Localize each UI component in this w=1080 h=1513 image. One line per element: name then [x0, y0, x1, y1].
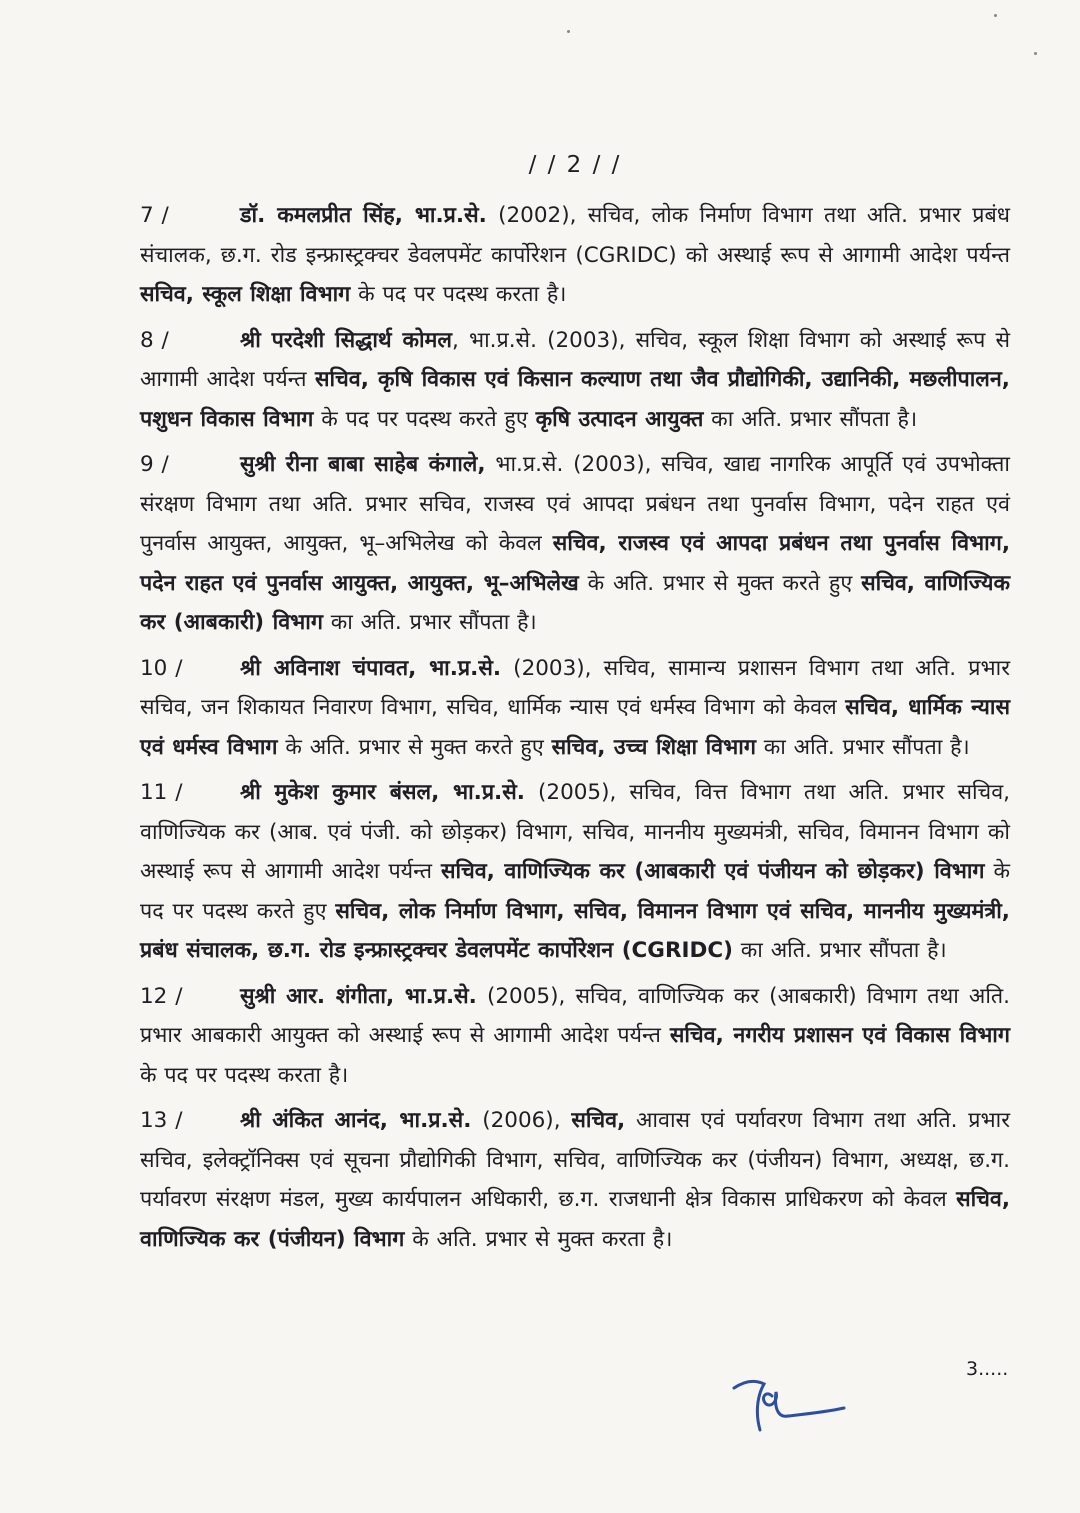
paragraph-number: 8 / — [140, 327, 169, 353]
bold-text: डॉ. कमलप्रीत सिंह, भा.प्र.से. — [240, 203, 487, 228]
body-text: , भा.प्र.से. (2003), सचिव, स्कूल शिक्षा विभाग को अस्थाई रूप से आगामी आदेश पर्यन्त — [140, 327, 1010, 392]
bold-text: कृषि उत्पादन आयुक्त — [535, 406, 704, 432]
paragraph-number: 13 / — [140, 1108, 183, 1133]
bold-text: सचिव, वाणिज्यिक कर (पंजीयन) विभाग — [140, 1187, 1010, 1252]
body-text: के अति. प्रभार से मुक्त करते हुए — [277, 734, 552, 760]
body-text: भा.प्र.से. (2003), सचिव, खाद्य नागरिक आपूर्ति एवं उपभोक्ता संरक्षण विभाग तथा अति. प्रभार सचिव, राजस्व एवं आपदा प्रबंधन तथा पुनर्वास विभाग, पदेन राहत एवं पुनर्वास आयुक्त, आयुक्त, भू–अभिलेख को केवल — [140, 452, 1010, 556]
body-text: के अति. प्रभार से मुक्त करते हुए — [578, 570, 862, 596]
body-text: का अति. प्रभार सौंपता है। — [732, 938, 947, 963]
body-text: (2003), सचिव, सामान्य प्रशासन विभाग तथा अति. प्रभार सचिव, जन शिकायत निवारण विभाग, सचिव, धार्मिक न्यास एवं धर्मस्व विभाग को केवल — [140, 655, 1010, 720]
order-body — [140, 196, 1010, 1265]
bold-text: श्री मुकेश कुमार बंसल, भा.प्र.से. — [240, 780, 525, 805]
bold-text: सचिव, धार्मिक न्यास एवं धर्मस्व विभाग — [140, 695, 1010, 760]
body-text: (2005), सचिव, वाणिज्यिक कर (आबकारी) विभाग तथा अति. प्रभार आबकारी आयुक्त को अस्थाई रूप से आगामी आदेश पर्यन्त — [140, 983, 1011, 1048]
order-paragraph — [140, 977, 1010, 1096]
paragraph-number: 11 / — [140, 780, 183, 805]
bold-text: सचिव, — [571, 1108, 626, 1133]
order-paragraph — [140, 1101, 1010, 1259]
body-text: (2002), सचिव, लोक निर्माण विभाग तथा अति. प्रभार प्रबंध संचालक, छ.ग. रोड इन्फ्रास्ट्रक्चर डेवलपमेंट कार्पोरेशन (CGRIDC) को अस्थाई रूप से आगामी आदेश पर्यन्त — [140, 203, 1010, 268]
order-paragraph — [140, 773, 1010, 971]
bold-text: सुश्री रीना बाबा साहेब कंगाले, — [240, 452, 486, 477]
body-text: के पद पर पदस्थ करता है। — [350, 282, 567, 307]
page-number: / / 2 / / — [528, 152, 622, 178]
bold-text: सचिव, वाणिज्यिक कर (आबकारी) विभाग — [140, 570, 1010, 635]
order-paragraph — [140, 196, 1010, 315]
bold-text: सुश्री आर. शंगीता, भा.प्र.से. — [240, 983, 477, 1009]
body-text: का अति. प्रभार सौंपता है। — [755, 734, 970, 760]
bold-text: श्री अविनाश चंपावत, भा.प्र.से. — [240, 655, 502, 681]
body-text: के पद पर पदस्थ करता है। — [140, 1062, 349, 1088]
body-text: का अति. प्रभार सौंपता है। — [322, 610, 537, 635]
bold-text: सचिव, नगरीय प्रशासन एवं विकास विभाग — [669, 1023, 1010, 1048]
bold-text: सचिव, राजस्व एवं आपदा प्रबंधन तथा पुनर्वास विभाग, पदेन राहत एवं पुनर्वास आयुक्त, आयुक्त, भू–अभिलेख — [140, 531, 1010, 596]
signature-mark — [726, 1368, 876, 1438]
speck-mark — [567, 30, 570, 33]
order-paragraph — [140, 445, 1010, 643]
bold-text: सचिव, वाणिज्यिक कर (आबकारी एवं पंजीयन को छोड़कर) विभाग — [440, 859, 985, 884]
speck-mark — [1034, 52, 1037, 55]
bold-text: सचिव, स्कूल शिक्षा विभाग — [140, 282, 351, 307]
bold-text: सचिव, लोक निर्माण विभाग, सचिव, विमानन विभाग एवं सचिव, माननीय मुख्यमंत्री, प्रबंध संचालक, छ.ग. रोड इन्फ्रास्ट्रक्चर डेवलपमेंट कार्पोरेशन (CGRIDC) — [140, 898, 1010, 963]
speck-mark — [994, 14, 997, 17]
body-text: के पद पर पदस्थ करते हुए — [140, 859, 1010, 924]
continuation-marker: 3..... — [966, 1358, 1009, 1380]
body-text: (2006), — [471, 1108, 572, 1133]
paragraph-number: 9 / — [140, 452, 169, 477]
body-text: के अति. प्रभार से मुक्त करता है। — [404, 1226, 673, 1252]
order-paragraph — [140, 321, 1010, 440]
body-text: का अति. प्रभार सौंपता है। — [703, 406, 918, 432]
body-text: के पद पर पदस्थ करते हुए — [313, 406, 536, 432]
bold-text: सचिव, उच्च शिक्षा विभाग — [551, 734, 756, 760]
paragraph-number: 10 / — [140, 655, 183, 681]
paragraph-number: 7 / — [140, 203, 169, 228]
paragraph-number: 12 / — [140, 983, 183, 1009]
bold-text: सचिव, कृषि विकास एवं किसान कल्याण तथा जैव प्रौद्योगिकी, उद्यानिकी, मछलीपालन, पशुधन विकास विभाग — [140, 367, 1010, 432]
body-text: (2005), सचिव, वित्त विभाग तथा अति. प्रभार सचिव, वाणिज्यिक कर (आब. एवं पंजी. को छोड़कर) विभाग, सचिव, माननीय मुख्यमंत्री, सचिव, विमानन विभाग को अस्थाई रूप से आगामी आदेश पर्यन्त — [140, 780, 1010, 884]
order-paragraph — [140, 649, 1010, 768]
bold-text: श्री परदेशी सिद्धार्थ कोमल — [240, 327, 452, 353]
bold-text: श्री अंकित आनंद, भा.प्र.से. — [240, 1108, 472, 1133]
body-text: आवास एवं पर्यावरण विभाग तथा अति. प्रभार सचिव, इलेक्ट्रॉनिक्स एवं सूचना प्रौद्योगिकी विभाग, सचिव, वाणिज्यिक कर (पंजीयन) विभाग, अध्यक्ष, छ.ग. पर्यावरण संरक्षण मंडल, मुख्य कार्यपालन अधिकारी, छ.ग. राजधानी क्षेत्र विकास प्राधिकरण को केवल — [140, 1108, 1010, 1212]
